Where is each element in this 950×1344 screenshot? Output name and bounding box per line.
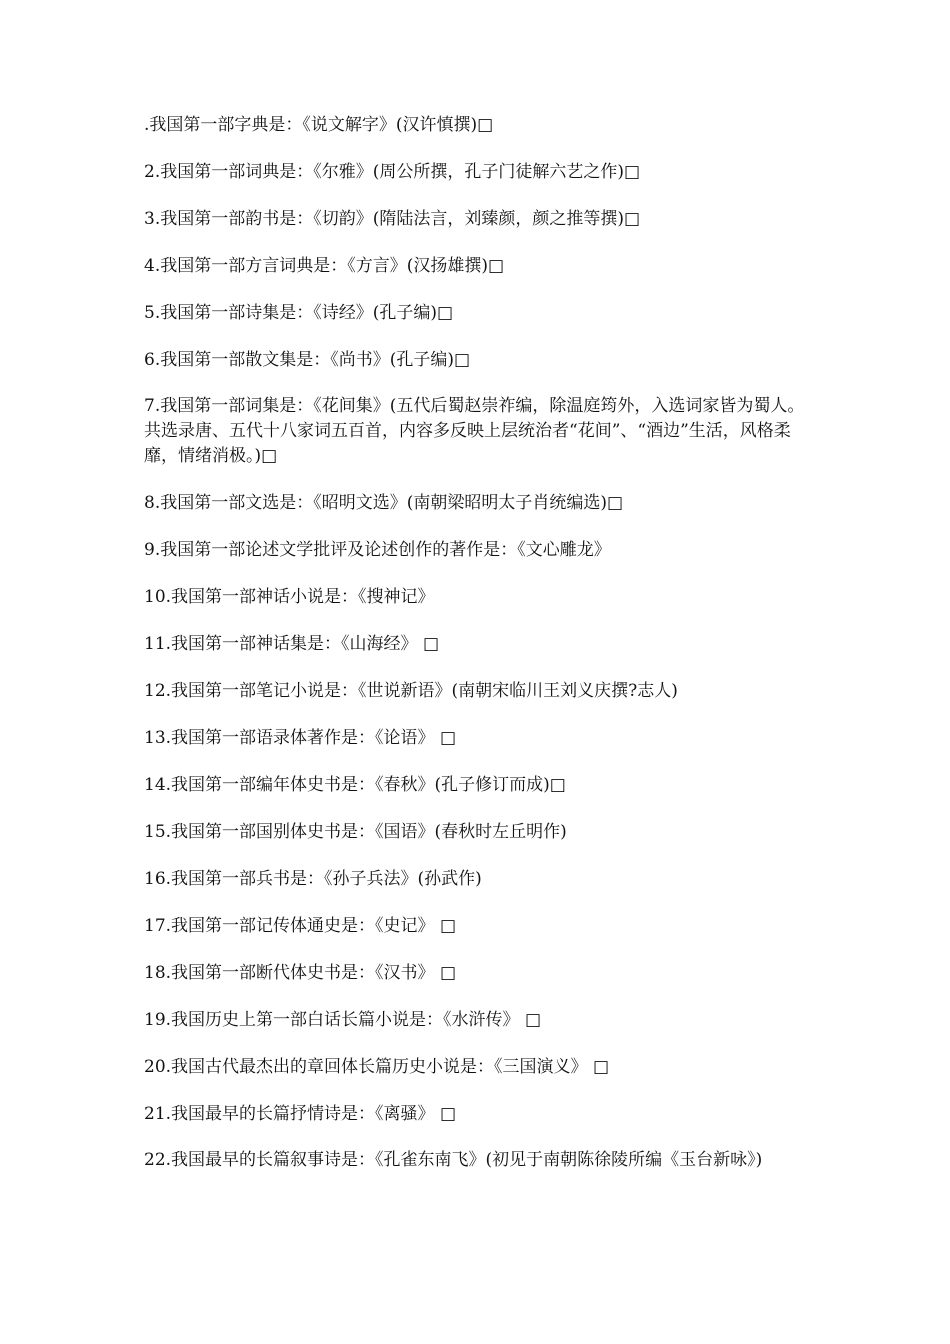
paragraph-5: 5.我国第一部诗集是：《诗经》(孔子编)□: [144, 303, 454, 323]
paragraph-8: 8.我国第一部文选是：《昭明文选》(南朝梁昭明太子肖统编选)□: [144, 493, 624, 513]
paragraph-22: 22.我国最早的长篇叙事诗是：《孔雀东南飞》(初见于南朝陈徐陵所编《玉台新咏》): [144, 1150, 763, 1170]
paragraph-6: 6.我国第一部散文集是：《尚书》(孔子编)□: [144, 350, 471, 370]
paragraph-14: 14.我国第一部编年体史书是：《春秋》(孔子修订而成)□: [144, 775, 566, 795]
paragraph-10: 10.我国第一部神话小说是：《搜神记》: [144, 587, 435, 607]
paragraph-19: 19.我国历史上第一部白话长篇小说是：《水浒传》 □: [144, 1010, 542, 1030]
paragraph-16: 16.我国第一部兵书是：《孙子兵法》(孙武作): [144, 869, 482, 889]
paragraph-18: 18.我国第一部断代体史书是：《汉书》 □: [144, 963, 457, 983]
paragraph-7: 7.我国第一部词集是：《花间集》(五代后蜀赵崇祚编，除温庭筠外，入选词家皆为蜀人。 共选录唐、五代十八家词五百首，内容多反映上层统治者“花间”、“酒边”生活，风格柔 靡，情绪消极。)□: [144, 396, 805, 466]
document-body: [144, 112, 812, 1194]
paragraph-13: 13.我国第一部语录体著作是：《论语》 □: [144, 728, 457, 748]
paragraph-11: 11.我国第一部神话集是：《山海经》 □: [144, 634, 440, 654]
paragraph-1: .我国第一部字典是：《说文解字》(汉许慎撰)□: [144, 115, 494, 135]
paragraph-2: 2.我国第一部词典是：《尔雅》(周公所撰，孔子门徒解六艺之作)□: [144, 162, 641, 182]
paragraph-21: 21.我国最早的长篇抒情诗是：《离骚》 □: [144, 1104, 457, 1124]
paragraph-3: 3.我国第一部韵书是：《切韵》(隋陆法言，刘臻颜，颜之推等撰)□: [144, 209, 641, 229]
paragraph-20: 20.我国古代最杰出的章回体长篇历史小说是：《三国演义》 □: [144, 1057, 610, 1077]
paragraph-12: 12.我国第一部笔记小说是：《世说新语》(南朝宋临川王刘义庆撰?志人): [144, 681, 678, 701]
paragraph-9: 9.我国第一部论述文学批评及论述创作的著作是：《文心雕龙》: [144, 540, 611, 560]
paragraph-15: 15.我国第一部国别体史书是：《国语》(春秋时左丘明作): [144, 822, 567, 842]
paragraph-17: 17.我国第一部记传体通史是：《史记》 □: [144, 916, 457, 936]
paragraph-4: 4.我国第一部方言词典是：《方言》(汉扬雄撰)□: [144, 256, 505, 276]
